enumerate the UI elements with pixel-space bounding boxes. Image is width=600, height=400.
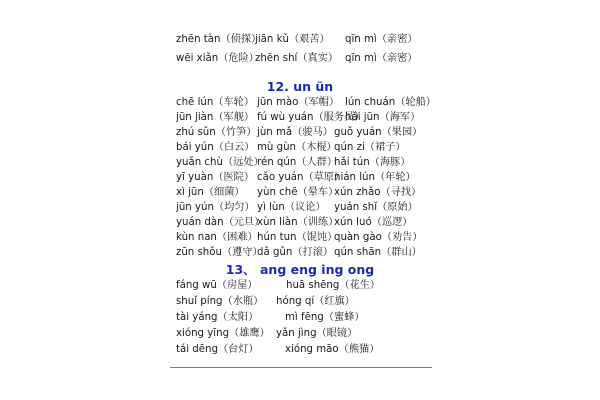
word-entry: jūn mào（军帽） bbox=[257, 97, 340, 108]
word-row bbox=[0, 294, 600, 310]
word-entry: jūn yún（均匀） bbox=[176, 202, 255, 213]
word-entry: kùn nan（困难） bbox=[176, 232, 258, 243]
section-12-heading: 12. un ün bbox=[266, 79, 334, 94]
word-entry: shuǐ píng（水瓶） bbox=[176, 296, 264, 307]
word-row bbox=[0, 215, 600, 231]
word-row bbox=[0, 51, 600, 67]
section-13-heading: 13、 ang eng ing ong bbox=[225, 262, 375, 277]
word-entry: hóng qí（红旗） bbox=[276, 296, 355, 307]
word-entry: hǎi jūn（海军） bbox=[345, 112, 421, 123]
word-row bbox=[0, 170, 600, 186]
word-row bbox=[0, 185, 600, 201]
word-row bbox=[0, 95, 600, 111]
word-entry: zhēn tàn（侦探） bbox=[176, 34, 262, 45]
word-entry: qún zi（裙子） bbox=[334, 142, 406, 153]
word-entry: yī yuàn（医院） bbox=[176, 172, 255, 183]
word-entry: yùn chē（晕车） bbox=[257, 187, 339, 198]
word-entry: lún chuán（轮船） bbox=[345, 97, 436, 108]
word-entry: yuán shǐ（原始） bbox=[334, 202, 418, 213]
word-row bbox=[0, 230, 600, 246]
word-entry: cǎo yuán（草原） bbox=[257, 172, 345, 183]
word-row bbox=[0, 155, 600, 171]
word-row bbox=[0, 125, 600, 141]
word-entry: xióng yīng（雄鹰） bbox=[176, 328, 270, 339]
word-entry: wēi xiǎn（危险） bbox=[176, 53, 259, 64]
word-entry: rén qún（人群） bbox=[257, 157, 338, 168]
word-entry: xún luó（巡逻） bbox=[334, 217, 413, 228]
word-entry: jùn mǎ（骏马） bbox=[257, 127, 333, 138]
word-entry: nián lún（年轮） bbox=[334, 172, 416, 183]
word-entry: qīn mì（亲密） bbox=[345, 53, 418, 64]
word-entry: tái dēng（台灯） bbox=[176, 344, 259, 355]
word-entry: huā shēng（花生） bbox=[286, 280, 381, 291]
word-row bbox=[0, 310, 600, 326]
word-row bbox=[0, 140, 600, 156]
word-row bbox=[0, 326, 600, 342]
word-entry: xì jūn（细菌） bbox=[176, 187, 245, 198]
word-entry: mù gùn（木棍） bbox=[257, 142, 337, 153]
word-entry: jiān kǔ（艰苦） bbox=[255, 34, 330, 45]
word-entry: mì fēng（蜜蜂） bbox=[285, 312, 365, 323]
word-entry: xióng māo（熊猫） bbox=[285, 344, 380, 355]
word-entry: yǎn jìng（眼镜） bbox=[276, 328, 358, 339]
word-entry: dǎ gǔn（打滚） bbox=[257, 247, 334, 258]
word-entry: qīn mì（亲密） bbox=[345, 34, 418, 45]
word-row bbox=[0, 278, 600, 294]
word-row bbox=[0, 245, 600, 261]
word-entry: zhēn shí（真实） bbox=[255, 53, 339, 64]
word-row bbox=[0, 110, 600, 126]
bottom-divider bbox=[170, 367, 432, 368]
word-entry: zhú sǔn（竹笋） bbox=[176, 127, 257, 138]
word-entry: qún shān（群山） bbox=[334, 247, 422, 258]
word-entry: zūn shǒu（遵守） bbox=[176, 247, 263, 258]
word-row bbox=[0, 32, 600, 48]
word-entry: xùn liàn（训练） bbox=[257, 217, 339, 228]
word-entry: chē lún（车轮） bbox=[176, 97, 255, 108]
word-entry: fáng wū（房屋） bbox=[176, 280, 258, 291]
word-entry: hǎi tún（海豚） bbox=[334, 157, 411, 168]
word-entry: yuǎn chù（远处） bbox=[176, 157, 264, 168]
word-entry: fú wù yuán（服务员） bbox=[257, 112, 365, 123]
word-entry: yuán dàn（元旦） bbox=[176, 217, 265, 228]
word-entry: yì lùn（议论） bbox=[257, 202, 326, 213]
word-entry: xún zhǎo（寻找） bbox=[334, 187, 422, 198]
word-entry: quàn gào（劝告） bbox=[334, 232, 423, 243]
word-entry: hún tun（馄饨） bbox=[257, 232, 338, 243]
word-entry: tài yáng（太阳） bbox=[176, 312, 259, 323]
word-row bbox=[0, 342, 600, 358]
word-entry: guǒ yuán（果园） bbox=[334, 127, 423, 138]
word-entry: bái yún（白云） bbox=[176, 142, 255, 153]
word-entry: jūn jiàn（军舰） bbox=[176, 112, 255, 123]
word-row bbox=[0, 200, 600, 216]
